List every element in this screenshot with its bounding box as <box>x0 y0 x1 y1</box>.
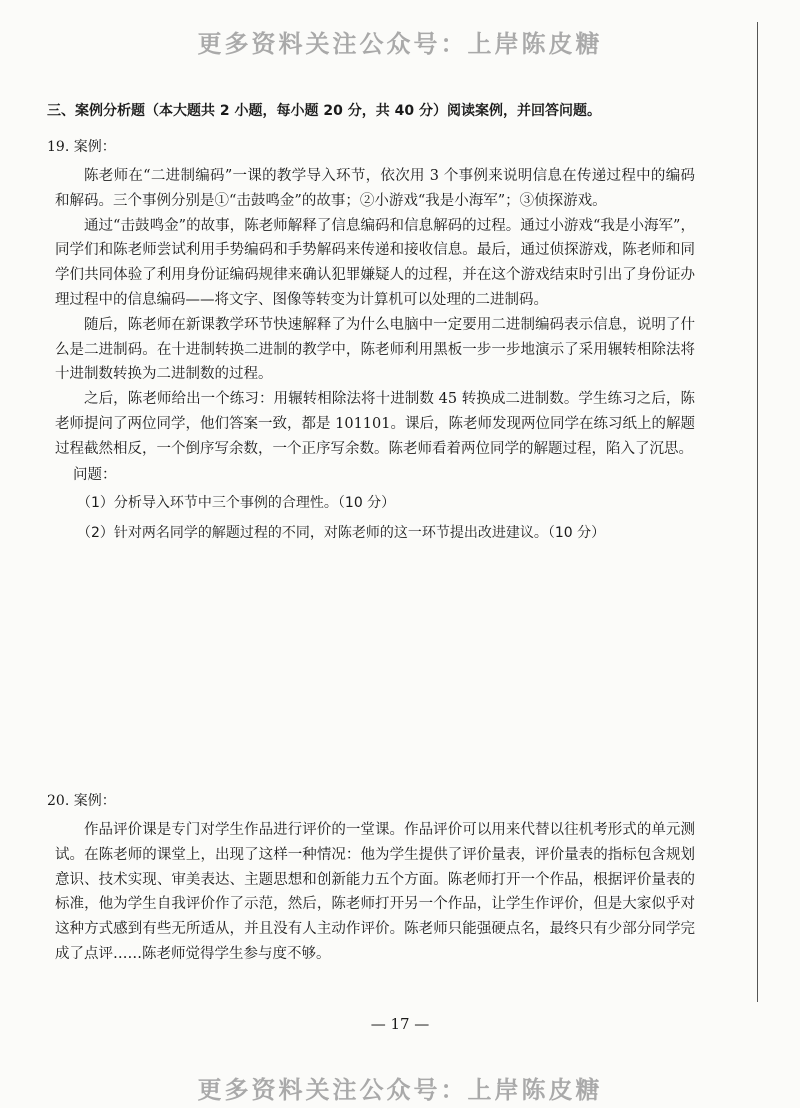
q19-paragraph-2: 通过“击鼓鸣金”的故事，陈老师解释了信息编码和信息解码的过程。通过小游戏“我是小海军”，同学们和陈老师尝试利用手势编码和手势解码来传递和接收信息。最后，通过侦探游戏，陈老师和同学们共同体验了利用身份证编码规律来确认犯罪嫌疑人的过程，并在这个游戏结束时引出了身份证办理过程中的信息编码——将文字、图像等转变为计算机可以处理的二进制码。 <box>55 217 695 308</box>
q19-ask-2: （2）针对两名同学的解题过程的不同，对陈老师的这一环节提出改进建议。（10 分） <box>77 524 606 541</box>
q19-ask-1: （1）分析导入环节中三个事例的合理性。（10 分） <box>77 494 396 511</box>
question-20-label: 20. 案例： <box>47 793 116 809</box>
question-19-block <box>47 100 695 548</box>
page-number: — 17 — <box>370 1015 430 1033</box>
section-title: 三、案例分析题（本大题共 2 小题，每小题 20 分，共 40 分）阅读案例，并回答问题。 <box>47 103 601 119</box>
question-19-label: 19. 案例： <box>47 139 116 155</box>
watermark-top: 更多资料关注公众号：上岸陈皮糖 <box>197 30 603 58</box>
watermark-bottom: 更多资料关注公众号：上岸陈皮糖 <box>197 1076 603 1104</box>
problem-label: 问题： <box>73 466 117 483</box>
q19-paragraph-4: 之后，陈老师给出一个练习：用辗转相除法将十进制数 45 转换成二进制数。学生练习之后，陈老师提问了两位同学，他们答案一致，都是 101101。课后，陈老师发现两位同学在练习纸上的解题过程截然相反，一个倒序写余数，一个正序写余数。陈老师看着两位同学的解题过程，陷入了沉思。 <box>55 391 695 457</box>
q19-paragraph-3: 随后，陈老师在新课教学环节快速解释了为什么电脑中一定要用二进制编码表示信息，说明了什么是二进制码。在十进制转换二进制的教学中，陈老师利用黑板一步一步地演示了采用辗转相除法将十进制数转换为二进制数的过程。 <box>55 316 695 383</box>
question-20-block <box>47 790 695 967</box>
q19-paragraph-1: 陈老师在“二进制编码”一课的教学导入环节，依次用 3 个事例来说明信息在传递过程中的编码和解码。三个事例分别是①“击鼓鸣金”的故事；②小游戏“我是小海军”；③侦探游戏。 <box>55 168 695 209</box>
q20-paragraph-1: 作品评价课是专门对学生作品进行评价的一堂课。作品评价可以用来代替以往机考形式的单元测试。在陈老师的课堂上，出现了这样一种情况：他为学生提供了评价量表，评价量表的指标包含规划意识、技术实现、审美表达、主题思想和创新能力五个方面。陈老师打开一个作品，根据评价量表的标准，他为学生自我评价作了示范，然后，陈老师打开另一个作品，让学生作评价，但是大家似乎对这种方式感到有些无所适从，并且没有人主动作评价。陈老师只能强硬点名，最终只有少部分同学完成了点评……陈老师觉得学生参与度不够。 <box>55 822 695 962</box>
page-edge-line <box>757 22 758 1002</box>
